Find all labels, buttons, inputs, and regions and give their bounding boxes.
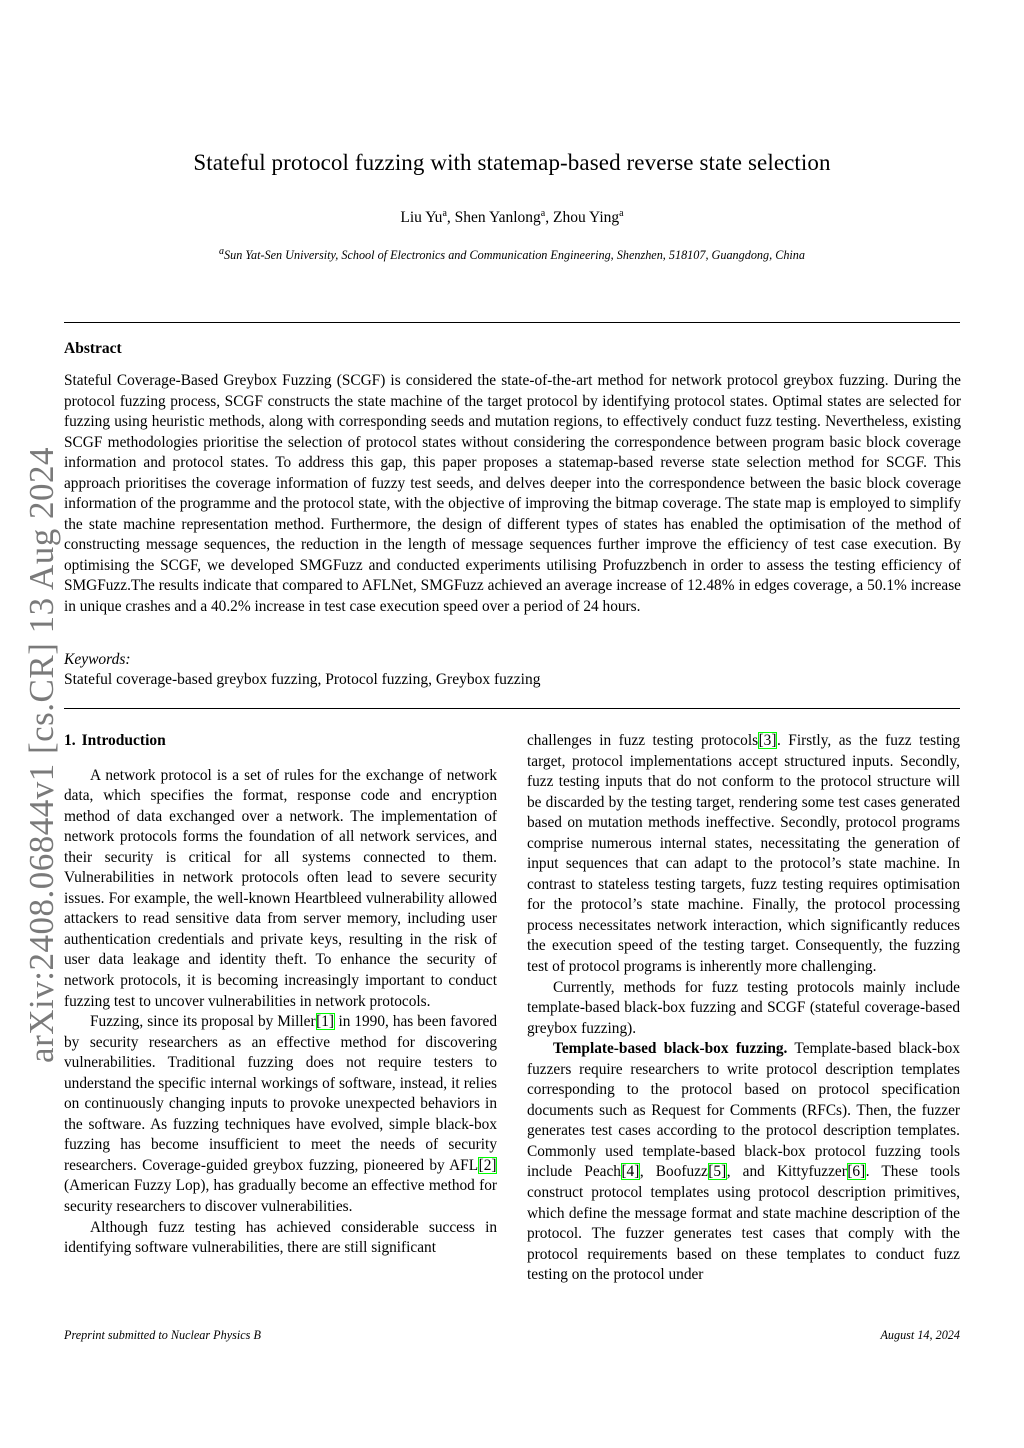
text-run: . These tools construct protocol templates using protocol description primitives, which define the message format and state machine description of the protocol. The fuzzer generates test cases that comply with the protocol requirements based on these templates to conduct fuzz testing on the protocol under xyxy=(527,1163,961,1284)
citation-link[interactable]: [4] xyxy=(621,1163,640,1181)
arxiv-sidebar xyxy=(22,445,62,1065)
footer-date: August 14, 2024 xyxy=(880,1328,960,1342)
author-name: Liu Yu xyxy=(400,209,443,227)
citation-link[interactable]: [5] xyxy=(708,1163,727,1181)
abstract-body: Stateful Coverage-Based Greybox Fuzzing (SCGF) is considered the state-of-the-art method for network protocol greybox fuzzing. During the protocol fuzzing process, SCGF constructs the state machine of the target protocol by identifying protocol states. Optimal states are selected for fuzzing using heuristic methods, along with corresponding seeds and mutation regions, to effectively conduct fuzz testing. Nevertheless, existing SCGF methodologies prioritise the selection of protocol states without considering the correspondence between program basic block coverage information and protocol states. To address this gap, this paper proposes a statemap-based reverse state selection method for SCGF. This approach prioritises the coverage information of fuzzy test seeds, and delves deeper into the correspondence between the basic block coverage information of the programme and the protocol state, with the objective of improving the bitmap coverage. The state map is employed to simplify the state machine representation method. Furthermore, the design of different types of states has enabled the optimisation of the method of constructing message sequences, the reduction in the length of message sequences further improve the efficiency of test case execution. By optimising the SCGF, we developed SMGFuzz and conducted experiments utilising Profuzzbench in order to assess the testing efficiency of SMGFuzz.The results indicate that compared to AFLNet, SMGFuzz achieved an average increase of 12.48% in edges coverage, a 50.1% increase in unique crashes and a 40.2% increase in test case execution speed over a period of 24 hours. xyxy=(64,372,961,616)
section-number: 1. xyxy=(64,732,76,749)
citation-link[interactable]: [2] xyxy=(478,1156,497,1174)
author-affiliation-mark: a xyxy=(540,208,546,219)
top-rule xyxy=(64,322,960,323)
arxiv-identifier: arXiv:2408.06844v1 [cs.CR] 13 Aug 2024 xyxy=(22,447,61,1063)
citation-link[interactable]: [1] xyxy=(316,1013,334,1031)
paragraph: Currently, methods for fuzz testing protocols mainly include template-based black-box fuzzing and SCGF (stateful coverage-based greybox fuzzing). xyxy=(527,978,960,1037)
text-run: , and Kittyfuzzer xyxy=(726,1163,847,1181)
paper-title: Stateful protocol fuzzing with statemap-based reverse state selection xyxy=(193,150,831,175)
author-name: Zhou Ying xyxy=(552,209,620,227)
paragraph: Although fuzz testing has achieved considerable success in identifying software vulnerabilities, there are still significant xyxy=(64,1218,497,1257)
author-list: Liu Yu$^a$, Shen Yanlong$^a$, Zhou Ying$^a$ xyxy=(400,208,624,227)
citation-link[interactable]: [3] xyxy=(758,732,777,749)
left-column xyxy=(64,731,497,1259)
keywords-heading: Keywords: xyxy=(64,651,131,668)
text-run: (American Fuzzy Lop), has gradually become an effective method for security researchers to discover vulnerabilities. xyxy=(64,1177,497,1216)
bottom-rule xyxy=(64,708,960,709)
keywords-list: Stateful coverage-based greybox fuzzing, Protocol fuzzing, Greybox fuzzing xyxy=(64,671,541,688)
paragraph xyxy=(527,731,960,978)
affiliation-text: Sun Yat-Sen University, School of Electronics and Communication Engineering, Shenzhen, 518107, Guangdong, China xyxy=(224,248,805,263)
text-run: Template-based black-box fuzzers require researchers to write protocol description templates corresponding to the protocol based on protocol specification documents such as Request for Comments (RFCs). Then, the fuzzer generates test cases according to the protocol description templates. Commonly used template-based black-box protocol fuzzing tools include Peach xyxy=(527,1040,960,1181)
run-in-heading: Template-based black-box fuzzing. xyxy=(553,1040,788,1058)
paragraph xyxy=(527,1039,960,1286)
citation-link[interactable]: [6] xyxy=(847,1163,866,1181)
section-title: Introduction xyxy=(81,732,166,749)
text-run: , Boofuzz xyxy=(639,1163,708,1181)
author-name: Shen Yanlong xyxy=(454,209,541,227)
text-run: challenges in fuzz testing protocols xyxy=(527,732,759,749)
author-affiliation-mark: a xyxy=(442,208,447,219)
affiliation xyxy=(0,246,1024,263)
paragraph: A network protocol is a set of rules for the exchange of network data, which specifies the format, response code and encryption method of data exchanged over a network. The implementation of network protocols forms the foundation of all network services, and their security is critical for all systems connected to them. Vulnerabilities in network protocols often lead to severe security issues. For example, the well-known Heartbleed vulnerability allowed attackers to read sensitive data from server memory, including user authentication credentials and private keys, resulting in the risk of user data leakage and identity theft. To enhance the security of network protocols, it is becoming increasingly important to conduct fuzzing test to uncover vulnerabilities in network protocols. xyxy=(64,766,497,1010)
right-column xyxy=(527,731,960,1286)
abstract-heading: Abstract xyxy=(64,340,122,357)
paragraph xyxy=(64,1012,497,1217)
footer-journal: Preprint submitted to Nuclear Physics B xyxy=(64,1328,261,1342)
text-run: Fuzzing, since its proposal by Miller xyxy=(90,1013,316,1031)
text-run: in 1990, has been favored by security researchers as an effective method for discovering vulnerabilities. Traditional fuzzing does not require testers to understand the specific internal workings of software, instead, it relies on continuously changing inputs to provoke unexpected behaviors in the software. As fuzzing techniques have evolved, simple black-box fuzzing has become insufficient to meet the needs of security researchers. Coverage-guided greybox fuzzing, pioneered by AFL xyxy=(64,1013,497,1174)
text-run: . Firstly, as the fuzz testing target, protocol implementations accept structured inputs. Secondly, fuzz testing inputs that do not conform to the protocol structure will be discarded by the testing target, rendering some test cases generated based on mutation methods ineffective. Secondly, protocol programs comprise numerous internal states, necessitating the generation of input sequences that can adapt to the protocol’s state machine. In contrast to stateless testing targets, fuzz testing requires optimisation for the protocol’s state machine. Finally, the protocol processing process necessitates network interaction, which significantly reduces the execution speed of the testing target. Consequently, the fuzzing test of protocol programs is inherently more challenging. xyxy=(527,732,960,976)
author-affiliation-mark: a xyxy=(619,208,624,219)
section-heading xyxy=(64,731,497,752)
affiliation-mark: a xyxy=(219,246,224,257)
